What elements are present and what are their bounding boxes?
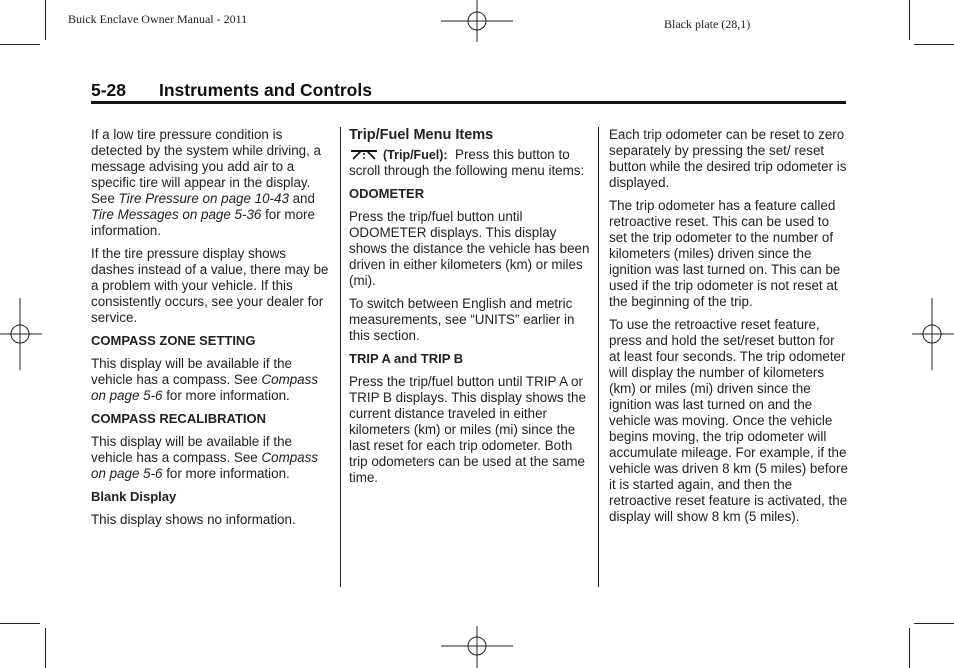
plate-label: Black plate (28,1) (664, 17, 751, 31)
section-heading: Trip/Fuel Menu Items (349, 127, 494, 143)
paragraph: (Trip/Fuel): Press this button to scroll through the following menu items: (349, 147, 585, 178)
crop-mark-top-right-h (914, 44, 954, 45)
subheading: TRIP A and TRIP B (349, 351, 464, 366)
paragraph: This display will be available if the vehicle has a compass. See Compass on page 5-6 for more information. (91, 434, 319, 481)
title-rule (91, 101, 846, 104)
paragraph: If a low tire pressure condition is detected by the system while driving, a message advising you add air to a specific tire will appear in the display. See Tire Pressure on page 10-43 and Tire Messages on page 5-36 for more information. (91, 127, 321, 238)
subheading: COMPASS RECALIBRATION (91, 411, 267, 426)
column-divider-2 (598, 127, 599, 587)
paragraph: To switch between English and metric measurements, see “UNITS” earlier in this section. (349, 296, 575, 343)
column-1 (91, 127, 331, 535)
page-number: 5-28 (91, 80, 127, 100)
page-title (91, 80, 372, 101)
cross-reference-link: Tire Pressure on page 10-43 (118, 191, 289, 206)
paragraph: To use the retroactive reset feature, press and hold the set/reset button for at least four seconds. The trip odometer will display the number of kilometers (km) or miles (mi) driven since the ignition was last turned on and the vehicle was moving. Once the vehicle begins moving, the trip odometer will accumulate mileage. For example, if the vehicle was driven 8 km (5 miles) before it is started again, and then the retroactive reset feature is activated, the display will show 8 km (5 miles). (609, 317, 848, 524)
paragraph: Press the trip/fuel button until ODOMETER displays. This display shows the distance the vehicle has been driven in either kilometers (km) or miles (mi). (349, 209, 590, 288)
paragraph: Press the trip/fuel button until TRIP A or TRIP B displays. This display shows the current distance traveled in either kilometers (km) or miles (mi) since the last reset for each trip odometer. Both trip odometers can be used at the same time. (349, 374, 586, 485)
crop-mark-bottom-left-h (0, 623, 40, 624)
cross-reference-link: Compass on page 5-6 (91, 450, 319, 481)
crop-mark-top-left-h (0, 44, 40, 45)
paragraph: Each trip odometer can be reset to zero separately by pressing the set/ reset button while the desired trip odometer is displayed. (609, 127, 847, 190)
registration-mark-top (441, 0, 513, 42)
crop-mark-bottom-left-v (45, 628, 46, 668)
crop-mark-bottom-right-v (909, 628, 910, 668)
subheading: ODOMETER (349, 186, 425, 201)
column-divider-1 (340, 127, 341, 587)
paragraph: This display shows no information. (91, 512, 296, 527)
trip-fuel-icon (349, 147, 379, 161)
paragraph: This display will be available if the vehicle has a compass. See Compass on page 5-6 for more information. (91, 356, 319, 403)
section-title: Instruments and Controls (159, 80, 372, 100)
crop-mark-bottom-right-h (914, 623, 954, 624)
crop-mark-top-left-v (45, 0, 46, 40)
subheading: COMPASS ZONE SETTING (91, 333, 256, 348)
button-label: (Trip/Fuel): (383, 148, 448, 162)
registration-mark-bottom (441, 626, 513, 668)
column-2 (349, 127, 591, 493)
paragraph: If the tire pressure display shows dashes instead of a value, there may be a problem with your vehicle. If this consistently occurs, see your dealer for service. (91, 246, 329, 325)
column-3 (609, 127, 849, 532)
registration-mark-left (0, 298, 42, 370)
subheading: Blank Display (91, 489, 177, 504)
cross-reference-link: Compass on page 5-6 (91, 372, 319, 403)
cross-reference-link: Tire Messages on page 5-36 (91, 207, 262, 222)
crop-mark-top-right-v (909, 0, 910, 40)
registration-mark-right (912, 298, 954, 370)
manual-title: Buick Enclave Owner Manual - 2011 (68, 12, 248, 26)
paragraph: The trip odometer has a feature called retroactive reset. This can be used to set the trip odometer to the number of kilometers (miles) driven since the ignition was last turned on. This can be used if the trip odometer is not reset at the beginning of the trip. (609, 198, 841, 309)
